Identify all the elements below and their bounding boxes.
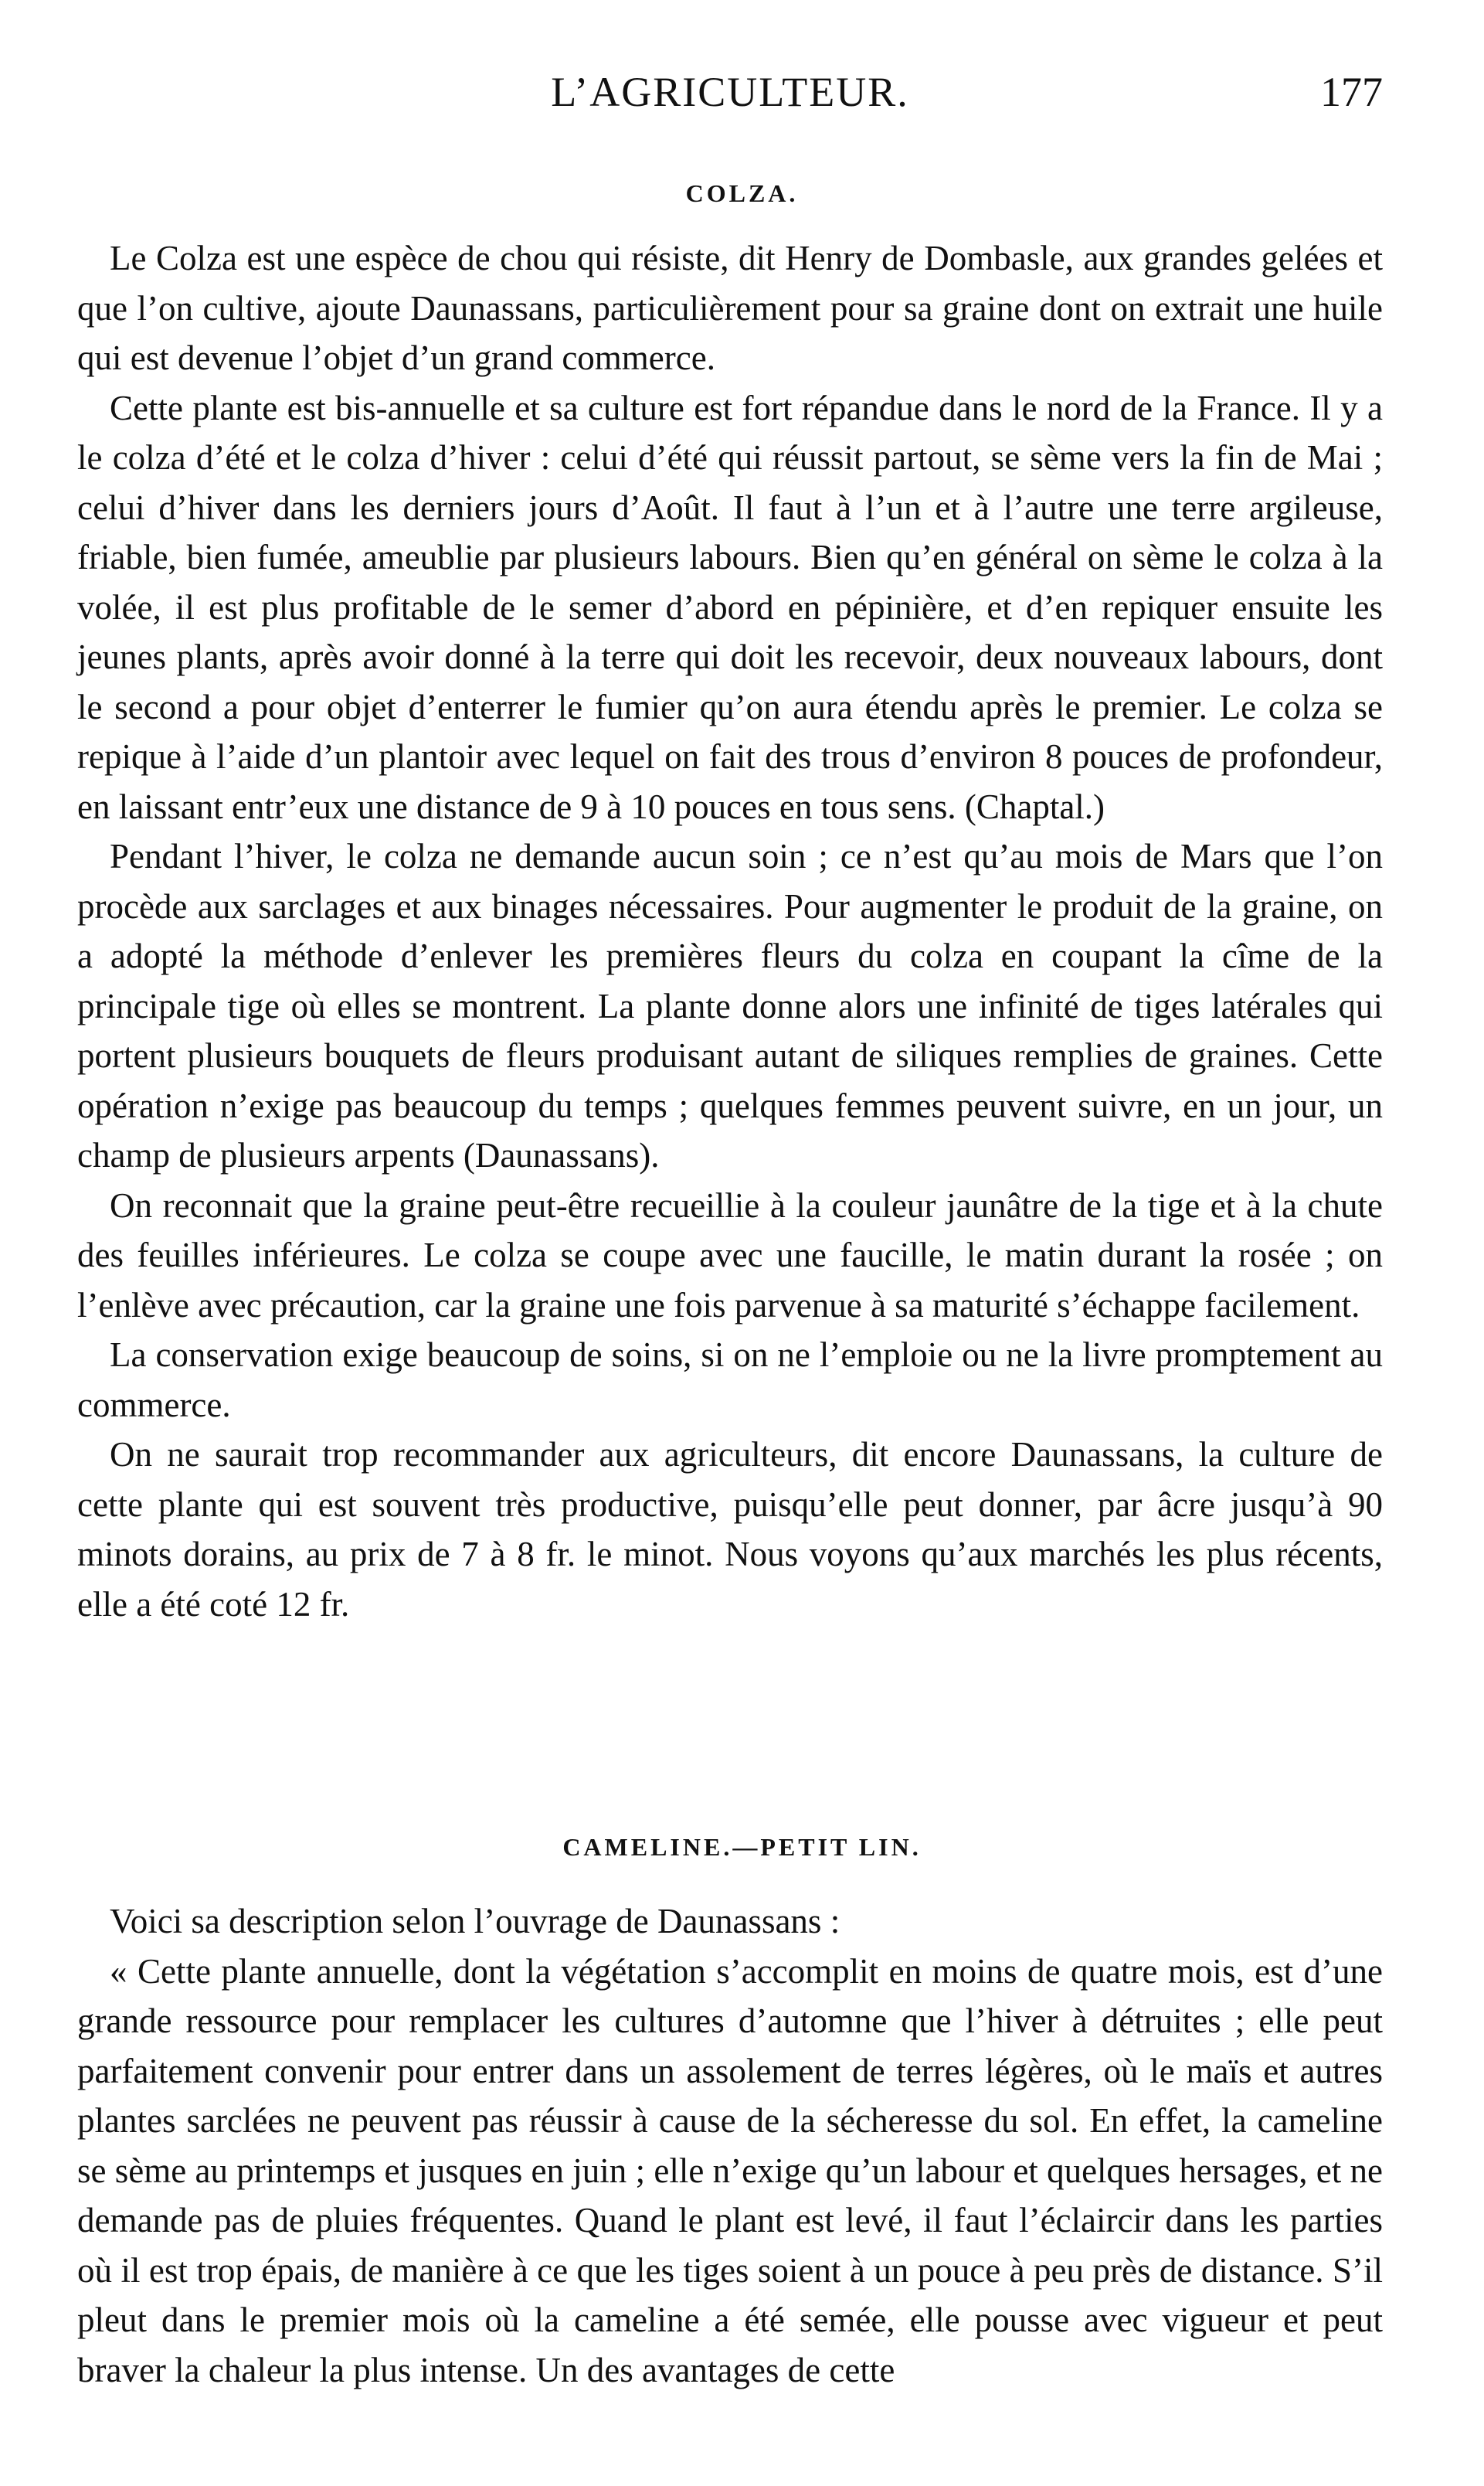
cameline-text <box>77 1896 1383 2395</box>
paragraph: Le Colza est une espèce de chou qui résiste, dit Henry de Dombasle, aux grandes gelées et que l’on cultive, ajoute Daunassans, particulièrement pour sa graine dont on extrait une huile qui est devenue l’objet d’un grand commerce. <box>77 239 1383 377</box>
paragraph: Pendant l’hiver, le colza ne demande aucun soin ; ce n’est qu’au mois de Mars que l’on procède aux sarclages et aux binages nécessaires. Pour augmenter le produit de la graine, on a adopté la méthode d’enlever les premières fleurs du colza en coupant la cîme de la principale tige où elles se montrent. La plante donne alors une infinité de tiges latérales qui portent plusieurs bouquets de fleurs produisant autant de siliques remplies de graines. Cette opération n’exige pas beaucoup du temps ; quelques femmes peuvent suivre, en un jour, un champ de plusieurs arpents (Daunassans). <box>77 837 1383 1175</box>
paragraph: Cette plante est bis-annuelle et sa culture est fort répandue dans le nord de la France. Il y a le colza d’été et le colza d’hiver : celui d’été qui réussit partout, se sème vers la fin de Mai ; celui d’hiver dans les derniers jours d’Août. Il faut à l’un et à l’autre une terre argileuse, friable, bien fumée, ameublie par plusieurs labours. Bien qu’en général on sème le colza à la volée, il est plus profitable de le semer d’abord en pépinière, et d’en repiquer ensuite les jeunes plants, après avoir donné à la terre qui doit les recevoir, deux nouveaux labours, dont le second a pour objet d’enterrer le fumier qu’on aura étendu après le premier. Le colza se repique à l’aide d’un plantoir avec lequel on fait des trous d’environ 8 pouces de profondeur, en laissant entr’eux une distance de 9 à 10 pouces en tous sens. (Chaptal.) <box>77 388 1383 826</box>
paragraph: Voici sa description selon l’ouvrage de Daunassans : <box>110 1902 840 1940</box>
paragraph: « Cette plante annuelle, dont la végétation s’accomplit en moins de quatre mois, est d’une grande ressource pour remplacer les cultures d’automne que l’hiver à détruites ; elle peut parfaitement convenir pour entrer dans un assolement de terres légères, où le maïs et autres plantes sarclées ne peuvent pas réussir à cause de la sécheresse du sol. En effet, la cameline se sème au printemps et jusques en juin ; elle n’exige qu’un labour et quelques hersages, et ne demande pas de pluies fréquentes. Quand le plant est levé, il faut l’éclaircir dans les parties où il est trop épais, de manière à ce que les tiges soient à un pouce à peu près de distance. S’il pleut dans le premier mois où la cameline a été semée, elle pousse avec vigueur et peut braver la chaleur la plus intense. Un des avantages de cette <box>77 1951 1383 2389</box>
colza-text <box>77 233 1383 1629</box>
paragraph: On reconnait que la graine peut-être recueillie à la couleur jaunâtre de la tige et à la chute des feuilles inférieures. Le colza se coupe avec une faucille, le matin durant la rosée ; on l’enlève avec précaution, car la graine une fois parvenue à sa maturité s’échappe facilement. <box>77 1185 1383 1325</box>
section-title-cameline: CAMELINE.—PETIT LIN. <box>562 1833 922 1861</box>
paragraph: La conservation exige beaucoup de soins, si on ne l’emploie ou ne la livre promptement au commerce. <box>77 1335 1383 1424</box>
section-title-colza: COLZA. <box>685 179 799 207</box>
paragraph: On ne saurait trop recommander aux agriculteurs, dit encore Daunassans, la culture de cette plante qui est souvent très productive, puisqu’elle peut donner, par âcre jusqu’à 90 minots dorains, au prix de 7 à 8 fr. le minot. Nous voyons qu’aux marchés les plus récents, elle a été coté 12 fr. <box>77 1435 1383 1624</box>
page-number: 177 <box>1320 69 1383 115</box>
running-title: L’AGRICULTEUR. <box>551 69 909 115</box>
page-header <box>77 68 1383 122</box>
